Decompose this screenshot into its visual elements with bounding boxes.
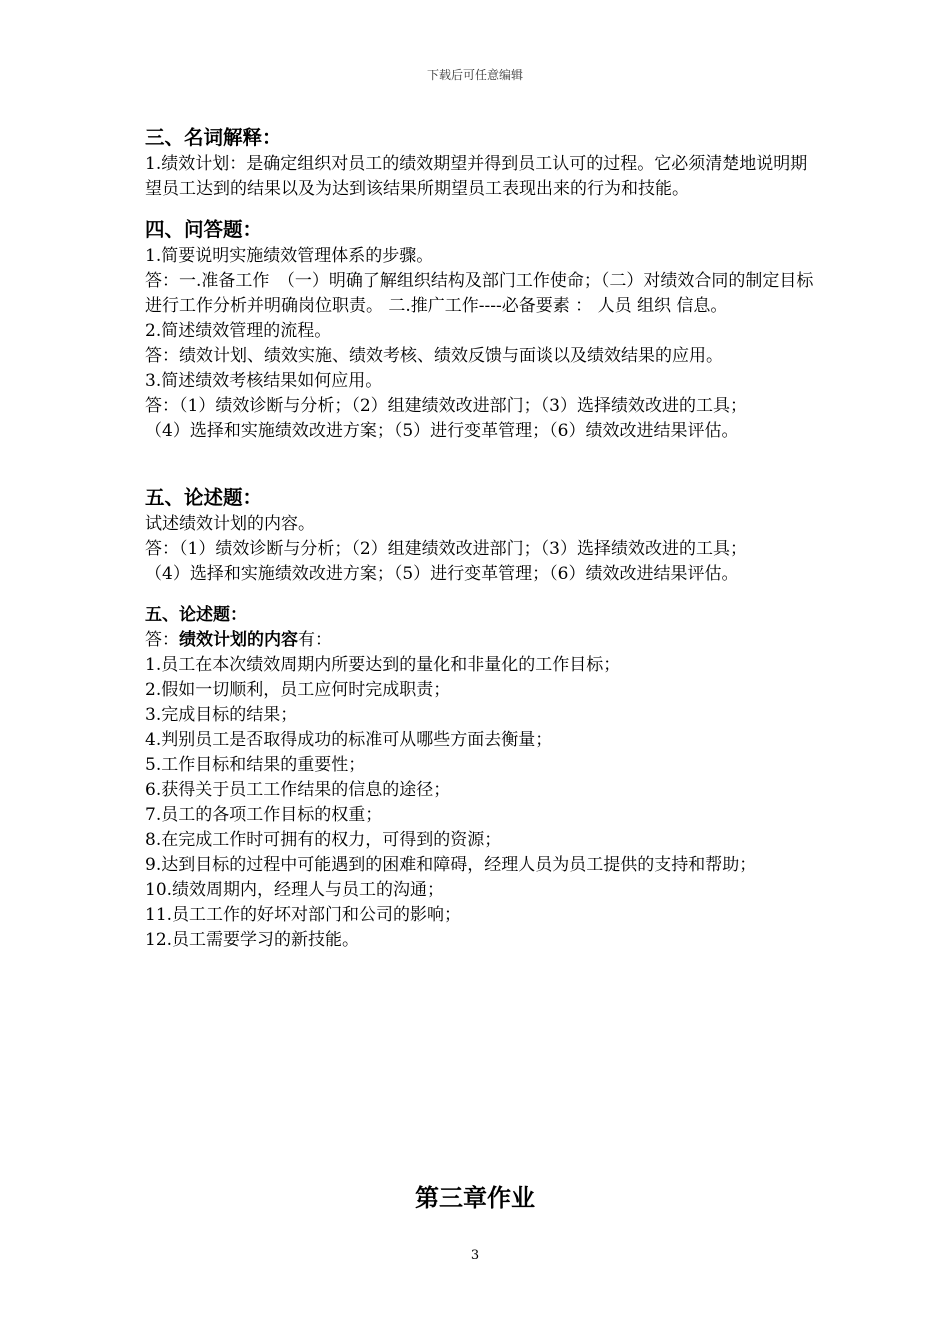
paragraph: 答：（1）绩效诊断与分析；（2）组建绩效改进部门；（3）选择绩效改进的工具；: [145, 539, 747, 559]
page-header: 下载后可任意编辑: [426, 68, 523, 82]
paragraph: 试述绩效计划的内容。: [145, 514, 315, 534]
section-heading-terms: 三、名词解释：: [145, 126, 282, 149]
chapter-title: 第三章作业: [415, 1183, 535, 1212]
paragraph: 答：绩效计划、绩效实施、绩效考核、绩效反馈与面谈以及绩效结果的应用。: [145, 346, 723, 366]
paragraph: 答：（1）绩效诊断与分析；（2）组建绩效改进部门；（3）选择绩效改进的工具；: [145, 396, 747, 416]
list-item: 8.在完成工作时可拥有的权力，可得到的资源；: [145, 830, 502, 850]
paragraph: （4）选择和实施绩效改进方案；（5）进行变革管理；（6）绩效改进结果评估。: [145, 421, 739, 441]
document-body: [145, 124, 815, 953]
section-heading-essay: 五、论述题：: [145, 486, 263, 509]
answer-bold: 绩效计划的内容: [179, 630, 298, 650]
paragraph: 2.简述绩效管理的流程。: [145, 321, 332, 341]
answer-intro: [145, 628, 815, 653]
page-number: 3: [470, 1248, 480, 1263]
list-item: 5.工作目标和结果的重要性；: [145, 755, 366, 775]
list-item: 12.员工需要学习的新技能。: [145, 930, 360, 950]
list-item: 10.绩效周期内，经理人与员工的沟通；: [145, 880, 445, 900]
list-item: 3.完成目标的结果；: [145, 705, 298, 725]
section-heading-essay-2: 五、论述题：: [145, 605, 247, 625]
list-item: 4.判别员工是否取得成功的标准可从哪些方面去衡量；: [145, 730, 553, 750]
list-item: 9.达到目标的过程中可能遇到的困难和障碍，经理人员为员工提供的支持和帮助；: [145, 855, 757, 875]
list-item: 7.员工的各项工作目标的权重；: [145, 805, 383, 825]
answer-suffix: 有：: [298, 630, 332, 650]
paragraph: 1.简要说明实施绩效管理体系的步骤。: [145, 246, 434, 266]
paragraph: 答：一.准备工作 （一）明确了解组织结构及部门工作使命；（二）对绩效合同的制定目标进行工作分析并明确岗位职责。 二.推广工作----必备要素 ： 人员 组织 信息。: [145, 271, 814, 316]
list-item: 2.假如一切顺利，员工应何时完成职责；: [145, 680, 451, 700]
list-item: 11.员工工作的好坏对部门和公司的影响；: [145, 905, 462, 925]
list-item: 6.获得关于员工工作结果的信息的途径；: [145, 780, 451, 800]
answer-prefix: 答：: [145, 630, 179, 650]
paragraph: 1.绩效计划：是确定组织对员工的绩效期望并得到员工认可的过程。它必须清楚地说明期望员工达到的结果以及为达到该结果所期望员工表现出来的行为和技能。: [145, 154, 808, 199]
list-item: 1.员工在本次绩效周期内所要达到的量化和非量化的工作目标；: [145, 655, 621, 675]
paragraph: 3.简述绩效考核结果如何应用。: [145, 371, 383, 391]
section-heading-qa: 四、问答题：: [145, 218, 263, 241]
paragraph: （4）选择和实施绩效改进方案；（5）进行变革管理；（6）绩效改进结果评估。: [145, 564, 739, 584]
